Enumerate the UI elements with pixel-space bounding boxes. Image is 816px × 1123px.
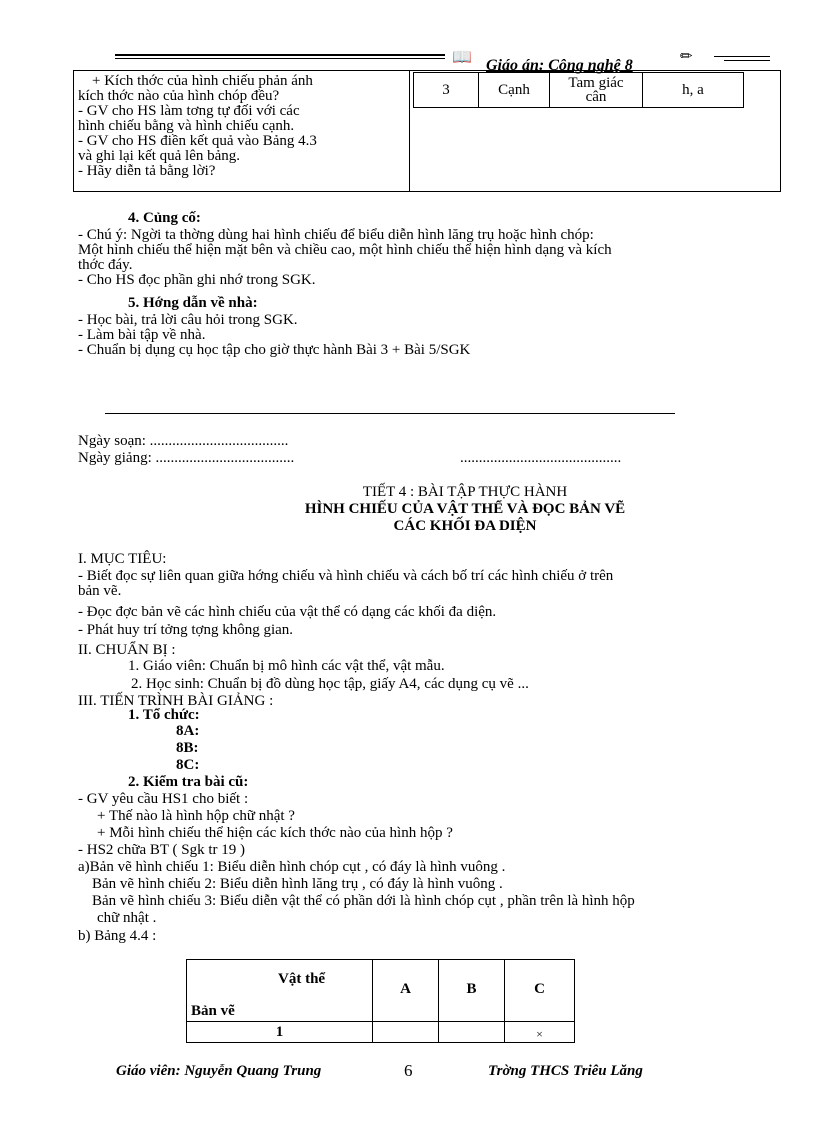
- date-prep: Ngày soạn: .....................................: [78, 433, 289, 449]
- top-table-divider: [409, 70, 410, 192]
- top-row-cell-shape: Tam giác cân: [549, 72, 643, 108]
- top-row-cell-num: 3: [413, 72, 479, 108]
- top-left-line: + Kích thớc của hình chiếu phản ánh: [92, 73, 313, 89]
- org-heading: 1. Tổ chức:: [128, 707, 200, 723]
- class-8b: 8B:: [176, 740, 199, 756]
- footer-school: Trờng THCS Triêu Lăng: [488, 1063, 643, 1079]
- process-line: a)Bản vẽ hình chiếu 1: Biểu diễn hình chóp cụt , có đáy là hình vuông .: [78, 859, 506, 875]
- objectives-heading: I. MỤC TIÊU:: [78, 551, 167, 567]
- top-row-cell-dims: h, a: [642, 72, 744, 108]
- process-line: Bản vẽ hình chiếu 2: Biểu diễn hình lăng trụ , có đáy là hình vuông .: [92, 876, 503, 892]
- objectives-body: [78, 569, 613, 638]
- pencil-icon: ✏: [680, 49, 693, 65]
- objective-line: - Đọc đợc bản vẽ các hình chiếu của vật thể có dạng các khối đa diện.: [78, 604, 497, 620]
- preparation-heading: II. CHUẨN BỊ :: [78, 642, 176, 658]
- homework-heading: 5. Hớng dẫn về nhà:: [128, 295, 258, 311]
- lesson-title-2: HÌNH CHIẾU CỦA VẬT THỂ VÀ ĐỌC BẢN VẼ: [304, 501, 626, 517]
- process-line: - HS2 chữa BT ( Sgk tr 19 ): [78, 842, 246, 858]
- date-teach: Ngày giảng: .....................................: [78, 450, 295, 466]
- consolidation-line: thớc đáy.: [78, 257, 133, 273]
- header-rule-right-2: [724, 60, 770, 61]
- date-extra: ...........................................: [460, 450, 622, 466]
- lesson-title-1: TIẾT 4 : BÀI TẬP THỰC HÀNH: [362, 484, 568, 500]
- header-rule-left: [115, 54, 445, 56]
- lesson-title-3: CÁC KHỐI ĐA DIỆN: [393, 518, 537, 534]
- table44-row1-b: [438, 1021, 505, 1043]
- header-rule-left-thin: [115, 58, 445, 59]
- header-rule-right: [714, 56, 770, 57]
- objective-line: bản vẽ.: [78, 583, 122, 599]
- table44-row1-label: 1: [186, 1021, 373, 1043]
- homework-line: - Chuẩn bị dụng cụ học tập cho giờ thực hành Bài 3 + Bài 5/SGK: [78, 342, 471, 358]
- consolidation-line: Một hình chiếu thể hiện mặt bên và chiều cao, một hình chiếu thể hiện hình dạng và kích: [78, 242, 612, 258]
- process-heading: III. TIẾN TRÌNH BÀI GIẢNG :: [78, 693, 274, 709]
- table44-header-c: C: [504, 959, 575, 1022]
- class-8c: 8C:: [176, 757, 200, 773]
- homework-line: - Học bài, trả lời câu hỏi trong SGK.: [78, 312, 298, 328]
- process-line: chữ nhật .: [97, 910, 157, 926]
- preparation-line: 2. Học sinh: Chuẩn bị đồ dùng học tập, giấy A4, các dụng cụ vẽ ...: [131, 676, 529, 692]
- top-row-cell-edge: Cạnh: [478, 72, 550, 108]
- header-title: Giáo án: Công nghệ 8: [486, 57, 633, 74]
- top-left-line: - Hãy diễn tả bằng lời?: [78, 163, 216, 179]
- homework-line: - Làm bài tập về nhà.: [78, 327, 206, 343]
- footer-page-number: 6: [404, 1061, 413, 1080]
- footer-teacher: Giáo viên: Nguyễn Quang Trung: [116, 1063, 322, 1079]
- consolidation-line: - Cho HS đọc phần ghi nhớ trong SGK.: [78, 272, 316, 288]
- top-left-line: - GV cho HS làm tơng tự đối với các: [78, 103, 300, 119]
- table44-row1-c: ×: [504, 1021, 575, 1043]
- table44-header-a: A: [372, 959, 439, 1022]
- process-line: - GV yêu cầu HS1 cho biết :: [78, 791, 249, 807]
- top-left-text: [78, 74, 408, 179]
- top-left-line: và ghi lại kết quả lên bảng.: [78, 148, 241, 164]
- table44-header-b: B: [438, 959, 505, 1022]
- consolidation-body: [78, 228, 612, 288]
- preparation-line: 1. Giáo viên: Chuẩn bị mô hình các vật thể, vật mẫu.: [128, 658, 445, 674]
- table44-corner-top: Vật thể: [278, 971, 326, 987]
- table44-row1-a: [372, 1021, 439, 1043]
- homework-body: [78, 313, 470, 358]
- objective-line: - Biết đọc sự liên quan giữa hớng chiếu và hình chiếu và cách bố trí các hình chiếu ở trên: [78, 568, 614, 584]
- objective-line: - Phát huy trí tởng tợng không gian.: [78, 622, 294, 638]
- section-separator: [105, 413, 675, 414]
- process-line: + Mỗi hình chiếu thể hiện các kích thớc nào của hình hộp ?: [97, 825, 453, 841]
- check-heading: 2. Kiểm tra bài cũ:: [128, 774, 249, 790]
- consolidation-line: - Chú ý: Ngời ta thờng dùng hai hình chiếu để biểu diễn hình lăng trụ hoặc hình chóp:: [78, 227, 594, 243]
- class-8a: 8A:: [176, 723, 200, 739]
- top-left-line: hình chiếu bằng và hình chiếu cạnh.: [78, 118, 295, 134]
- consolidation-heading: 4. Củng cố:: [128, 210, 201, 226]
- top-left-line: kích thớc nào của hình chóp đều?: [78, 88, 280, 104]
- process-line: + Thế nào là hình hộp chữ nhật ?: [97, 808, 295, 824]
- book-icon: 📖: [452, 49, 472, 66]
- top-left-line: - GV cho HS điền kết quả vào Bảng 4.3: [78, 133, 317, 149]
- table44-corner-bottom: Bản vẽ: [191, 1003, 235, 1019]
- process-line: Bản vẽ hình chiếu 3: Biểu diễn vật thể có phần dới là hình chóp cụt , phần trên là hình hộp: [92, 893, 635, 909]
- process-line: b) Bảng 4.4 :: [78, 928, 157, 944]
